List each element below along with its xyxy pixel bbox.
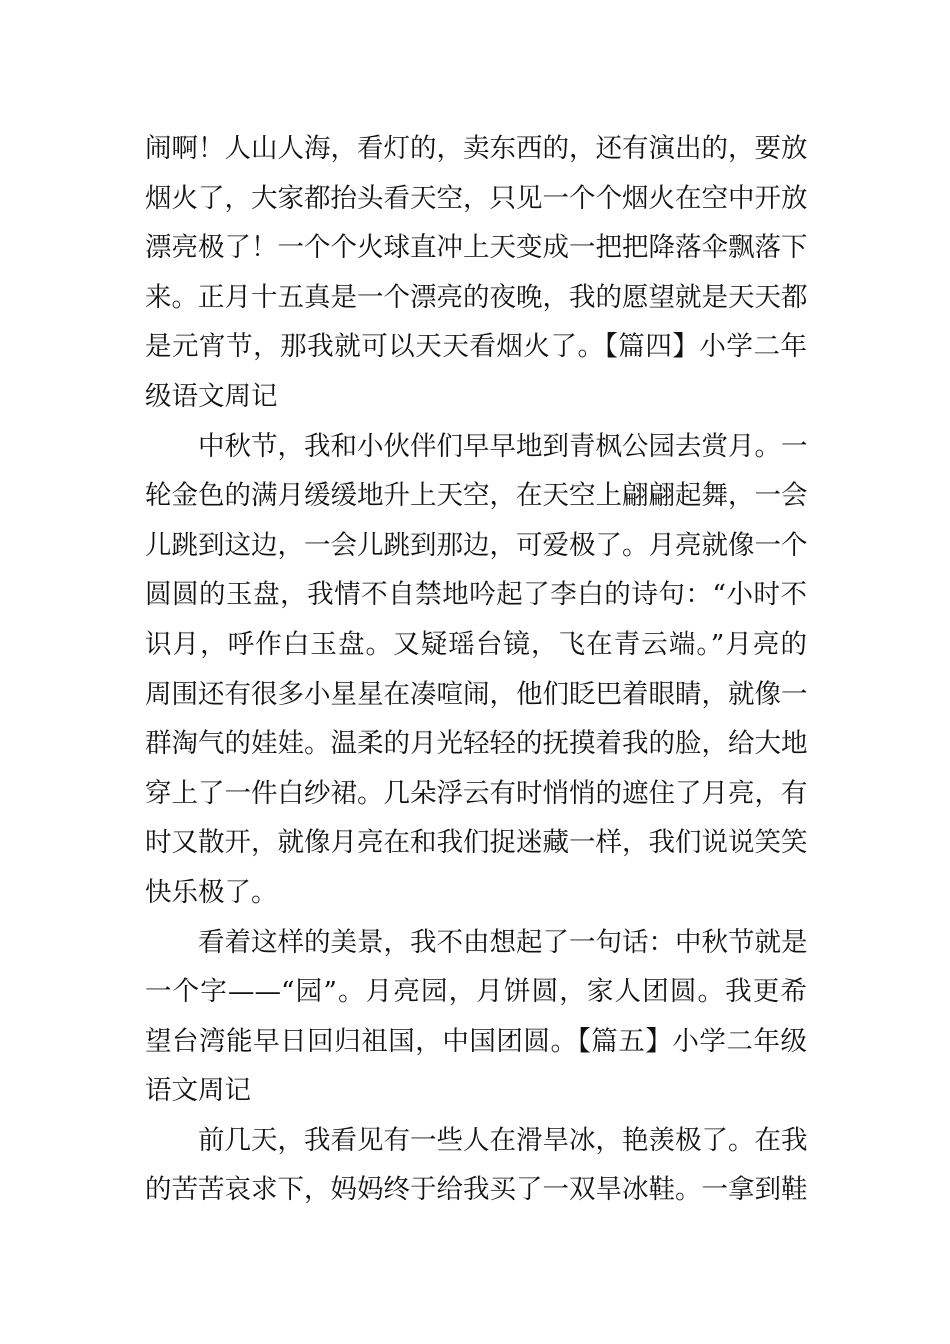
text-line: 儿跳到这边，一会儿跳到那边，可爱极了。月亮就像一个 [145,529,808,561]
text-line: 漂亮极了！一个个火球直冲上天变成一把把降落伞飘落下 [145,232,808,264]
text-line: 前几天，我看见有一些人在滑旱冰，艳羡极了。在我 [145,1124,808,1156]
text-line: 望台湾能早日回归祖国，中国团圆。【篇五】小学二年级 [145,1025,807,1057]
paragraph-reunion [145,918,807,1116]
text-line: 语文周记 [145,1075,251,1107]
text-line: 圆圆的玉盘，我情不自禁地吟起了李白的诗句：“小时不 [145,579,807,611]
text-line: 轮金色的满月缓缓地升上天空，在天空上翩翩起舞，一会 [145,480,808,512]
text-line: 识月，呼作白玉盘。又疑瑶台镜，飞在青云端。”月亮的 [145,628,807,660]
text-line: 周围还有很多小星星在凑喧闹，他们眨巴着眼睛，就像一 [145,678,808,710]
text-line: 穿上了一件白纱裙。几朵浮云有时悄悄的遮住了月亮，有 [145,777,808,809]
text-line: 级语文周记 [145,380,278,412]
text-line: 的苦苦哀求下，妈妈终于给我买了一双旱冰鞋。一拿到鞋 [145,1174,808,1206]
text-line: 群淘气的娃娃。温柔的月光轻轻的抚摸着我的脸，给大地 [145,728,808,760]
text-line: 烟火了，大家都抬头看天空，只见一个个烟火在空中开放 [145,182,808,214]
document-page [145,124,807,1215]
text-line: 是元宵节，那我就可以天天看烟火了。【篇四】小学二年 [145,331,807,363]
text-line: 来。正月十五真是一个漂亮的夜晚，我的愿望就是天天都 [145,281,808,313]
text-line: 一个字——“园”。月亮园，月饼圆，家人团圆。我更希 [145,976,807,1008]
text-line: 时又散开，就像月亮在和我们捉迷藏一样，我们说说笑笑 [145,827,808,859]
text-line: 快乐极了。 [145,876,278,908]
text-line: 看着这样的美景，我不由想起了一句话：中秋节就是 [145,926,808,958]
paragraph-mid-autumn [145,422,807,918]
text-line: 闹啊！人山人海，看灯的，卖东西的，还有演出的，要放 [145,133,808,164]
paragraph-roller-skates [145,1116,807,1215]
paragraph-festival-end [145,124,807,422]
text-line: 中秋节，我和小伙伴们早早地到青枫公园去赏月。一 [145,430,808,462]
